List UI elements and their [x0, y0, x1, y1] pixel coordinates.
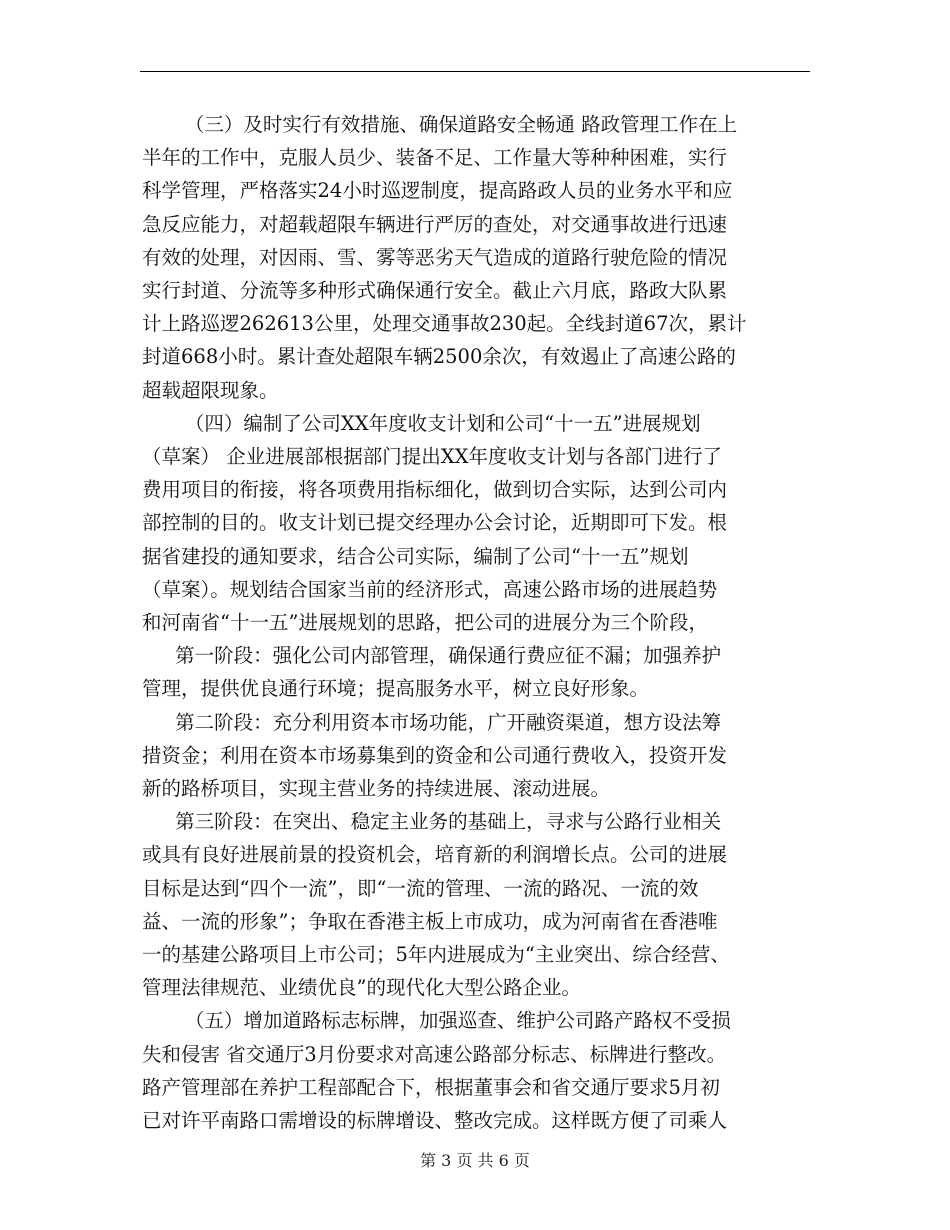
paragraph-stage-two: 第二阶段：充分利用资本市场功能，广开融资渠道，想方设法筹 措资金；利用在资本市场募集到的资金和公司通行费收入，投资开发 新的路桥项目，实现主营业务的持续进展、滚动进展。: [142, 710, 728, 801]
paragraph-stage-three: 第三阶段：在突出、稳定主业务的基础上，寻求与公路行业相关 或具有良好进展前景的投资机会，培育新的利润增长点。公司的进展 目标是达到“四个一流”，即“一流的管理、一流的路况、一流的效 益、一流的形象”；争取在香港主板上市成功，成为河南省在香港唯 一的基建公路项目上市公司；5年内进展成为“主业突出、综合经营、 管理法律规范、业绩优良”的现代化大型公路企业。: [142, 810, 730, 1000]
paragraph-section-five: （五）增加道路标志标牌，加强巡查、维护公司路产路权不受损 失和侵害 省交通厅3月份要求对高速公路部分标志、标牌进行整改。 路产管理部在养护工程部配合下，根据董事会和省交通厅要求5月初 已对许平南路口需增设的标牌增设、整改完成。这样既方便了司乘人: [142, 1009, 731, 1133]
paragraph-stage-one: 第一阶段：强化公司内部管理，确保通行费应征不漏；加强养护 管理，提供优良通行环境；提高服务水平，树立良好形象。: [142, 644, 722, 701]
paragraph-section-four: （四）编制了公司XX年度收支计划和公司“十一五”进展规划 （草案） 企业进展部根据部门提出XX年度收支计划与各部门进行了 费用项目的衔接，将各项费用指标细化，做到切合实际，达到公司内 部控制的目的。收支计划已提交经理办公会讨论，近期即可下发。根 据省建投的通知要求，结合公司实际，编制了公司“十一五”规划 （草案）。规划结合国家当前的经济形式，高速公路市场的进展趋势 和河南省“十一五”进展规划的思路，把公司的进展分为三个阶段，: [142, 411, 728, 635]
document-body: [142, 108, 810, 1137]
page-number-footer: 第 3 页 共 6 页: [420, 1151, 530, 1170]
paragraph-section-three: （三）及时实行有效措施、确保道路安全畅通 路政管理工作在上 半年的工作中，克服人员少、装备不足、工作量大等种种困难，实行 科学管理，严格落实24小时巡逻制度，提高路政人员的业务水平和应 急反应能力，对超载超限车辆进行严厉的查处，对交通事故进行迅速 有效的处理，对因雨、雪、雾等恶劣天气造成的道路行驶危险的情况 实行封道、分流等多种形式确保通行安全。截止六月底，路政大队累 计上路巡逻262613公里，处理交通事故230起。全线封道67次，累计 封道668小时。累计查处超限车辆2500余次，有效遏止了高速公路的 超载超限现象。: [142, 113, 747, 402]
header-rule: [140, 71, 810, 72]
